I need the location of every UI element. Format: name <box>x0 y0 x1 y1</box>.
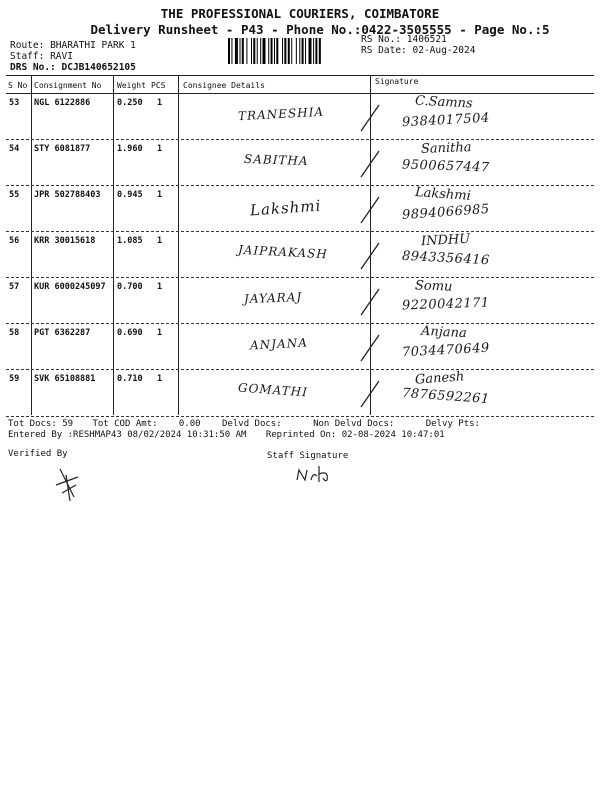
row-sno: 58 <box>9 328 20 338</box>
row-consignment-no: JPR 502788403 <box>34 190 101 200</box>
row-consignee-name: JAIPRAKASH <box>237 242 329 262</box>
delivered-tick-mark <box>355 331 385 365</box>
barcode-bar <box>282 38 283 64</box>
row-sno: 57 <box>9 282 20 292</box>
row-consignee-name: SABITHA <box>243 151 309 169</box>
barcode-bar <box>251 38 252 64</box>
entry-line <box>8 430 445 440</box>
barcode-bar <box>271 38 273 64</box>
delivered-tick-mark <box>355 101 385 135</box>
col-divider <box>178 75 179 415</box>
tot-docs-label: Tot Docs: <box>8 419 57 429</box>
col-divider <box>31 75 32 415</box>
col-header-sno: S No <box>8 81 28 90</box>
staff-label: Staff: <box>10 51 45 62</box>
row-signature-phone: 9500657447 <box>401 157 490 176</box>
row-weight: 0.710 <box>117 374 143 384</box>
barcode-bar <box>302 38 304 64</box>
delivered-tick-mark <box>355 239 385 273</box>
table-header-rule <box>6 93 594 94</box>
drs-label: DRS No.: <box>10 62 56 73</box>
rs-date-label: RS Date: <box>361 45 407 56</box>
row-consignee-name: JAYARAJ <box>243 289 303 307</box>
barcode-bar <box>246 38 247 64</box>
verified-by-label: Verified By <box>8 449 68 459</box>
barcode-bar <box>291 38 292 64</box>
row-pcs: 1 <box>157 236 163 246</box>
col-header-weight: Weight <box>117 81 146 90</box>
barcode-bar <box>288 38 290 64</box>
barcode-bar <box>284 38 286 64</box>
row-weight: 0.250 <box>117 98 143 108</box>
row-signature-phone: 9384017504 <box>401 110 491 131</box>
barcode-bar <box>260 38 261 64</box>
totals-line <box>8 419 480 429</box>
row-pcs: 1 <box>157 144 163 154</box>
barcode-bar <box>242 38 244 64</box>
staff-value: RAVI <box>50 51 73 62</box>
row-sno: 54 <box>9 144 20 154</box>
staff-line <box>10 51 73 62</box>
tot-cod-label: Tot COD Amt: <box>92 419 158 429</box>
row-sno: 59 <box>9 374 20 384</box>
row-consignee-name: ANJANA <box>249 335 309 353</box>
barcode-bar <box>299 38 300 64</box>
delvd-docs-label: Delvd Docs: <box>222 419 282 429</box>
rs-date-line <box>361 45 475 56</box>
row-weight: 0.700 <box>117 282 143 292</box>
row-divider <box>6 277 594 278</box>
row-signature-name: INDHU <box>420 231 471 250</box>
barcode-bar <box>319 38 321 64</box>
row-weight: 0.945 <box>117 190 143 200</box>
table-top-rule <box>6 75 594 76</box>
drs-value: DCJB140652105 <box>61 62 136 73</box>
col-divider <box>113 75 114 415</box>
row-consignment-no: KRR 30015618 <box>34 236 96 246</box>
row-signature-name: Sanitha <box>420 140 472 157</box>
barcode-bar <box>228 38 230 64</box>
delivered-tick-mark <box>355 377 385 411</box>
barcode-bar <box>313 38 314 64</box>
barcode-bar <box>240 38 241 64</box>
row-divider <box>6 185 594 186</box>
row-signature-name: Ganesh <box>414 369 465 388</box>
rs-no-line <box>361 34 447 45</box>
row-signature-phone: 9220042171 <box>401 295 490 314</box>
row-signature-name: Lakshmi <box>414 185 472 204</box>
route-value: BHARATHI PARK 1 <box>50 40 136 51</box>
barcode-bar <box>276 38 278 64</box>
row-weight: 1.960 <box>117 144 143 154</box>
row-consignee-name: GOMATHI <box>237 380 309 400</box>
row-pcs: 1 <box>157 328 163 338</box>
entered-by: Entered By :RESHMAP43 08/02/2024 10:31:50 AM <box>8 430 247 440</box>
row-pcs: 1 <box>157 374 163 384</box>
staff-signature-label: Staff Signature <box>267 451 349 461</box>
barcode-bar <box>309 38 312 64</box>
delivered-tick-mark <box>355 193 385 227</box>
col-header-consignment: Consignment No <box>34 81 102 90</box>
route-label: Route: <box>10 40 45 51</box>
route-line <box>10 40 136 51</box>
rs-no-label: RS No.: <box>361 34 402 45</box>
row-signature-phone: 7876592261 <box>401 385 491 408</box>
row-signature-phone: 8943356416 <box>401 248 491 269</box>
tot-docs-value: 59 <box>62 419 74 429</box>
barcode-bar <box>235 38 238 64</box>
row-signature-phone: 7034470649 <box>401 340 491 361</box>
row-weight: 1.085 <box>117 236 143 246</box>
barcode-bar <box>296 38 297 64</box>
table-bottom-rule <box>6 416 594 417</box>
barcode-bar <box>253 38 255 64</box>
row-divider <box>6 139 594 140</box>
rs-no-value: 1406521 <box>406 34 447 45</box>
barcode-bar <box>305 38 306 64</box>
row-sno: 55 <box>9 190 20 200</box>
row-pcs: 1 <box>157 190 163 200</box>
barcode-bar <box>231 38 232 64</box>
col-header-consignee: Consignee Details <box>183 81 265 90</box>
tot-cod-value: 0.00 <box>178 419 201 429</box>
barcode-bar <box>315 38 317 64</box>
staff-signature-mark <box>295 462 345 484</box>
barcode-bar <box>257 38 258 64</box>
row-pcs: 1 <box>157 98 163 108</box>
row-pcs: 1 <box>157 282 163 292</box>
row-sno: 56 <box>9 236 20 246</box>
company-name: THE PROFESSIONAL COURIERS, COIMBATORE <box>160 6 440 21</box>
barcode <box>228 38 353 64</box>
row-signature-phone: 9894066985 <box>401 201 491 224</box>
delivered-tick-mark <box>355 285 385 319</box>
barcode-bar <box>274 38 275 64</box>
rs-date-value: 02-Aug-2024 <box>412 45 476 56</box>
row-signature-name: C.Samns <box>414 93 474 112</box>
row-divider <box>6 231 594 232</box>
drs-line <box>10 62 136 73</box>
barcode-bar <box>263 38 266 64</box>
row-consignment-no: SVK 65108881 <box>34 374 96 384</box>
col-header-pcs: PCS <box>151 81 166 90</box>
reprinted-on: Reprinted On: 02-08-2024 10:47:01 <box>265 430 445 440</box>
non-delvd-docs-label: Non Delvd Docs: <box>313 419 395 429</box>
row-sno: 53 <box>9 98 20 108</box>
row-consignment-no: NGL 6122886 <box>34 98 91 108</box>
delivered-tick-mark <box>355 147 385 181</box>
runsheet-title: Delivery Runsheet - P43 - Phone No.:0422-3505555 - Page No.:5 <box>90 22 550 37</box>
row-consignment-no: STY 6081877 <box>34 144 91 154</box>
verifier-signature-mark <box>52 463 82 503</box>
row-consignee-name: TRANESHIA <box>237 104 325 124</box>
row-weight: 0.690 <box>117 328 143 338</box>
row-consignment-no: KUR 6000245097 <box>34 282 106 292</box>
row-divider <box>6 323 594 324</box>
row-consignee-name: Lakshmi <box>249 196 322 220</box>
row-consignment-no: PGT 6362287 <box>34 328 91 338</box>
row-signature-name: Anjana <box>420 323 468 342</box>
row-divider <box>6 369 594 370</box>
row-signature-name: Somu <box>414 278 453 295</box>
barcode-bar <box>268 38 269 64</box>
delvy-pts-label: Delvy Pts: <box>425 419 480 429</box>
col-header-signature: Signature <box>375 77 419 86</box>
